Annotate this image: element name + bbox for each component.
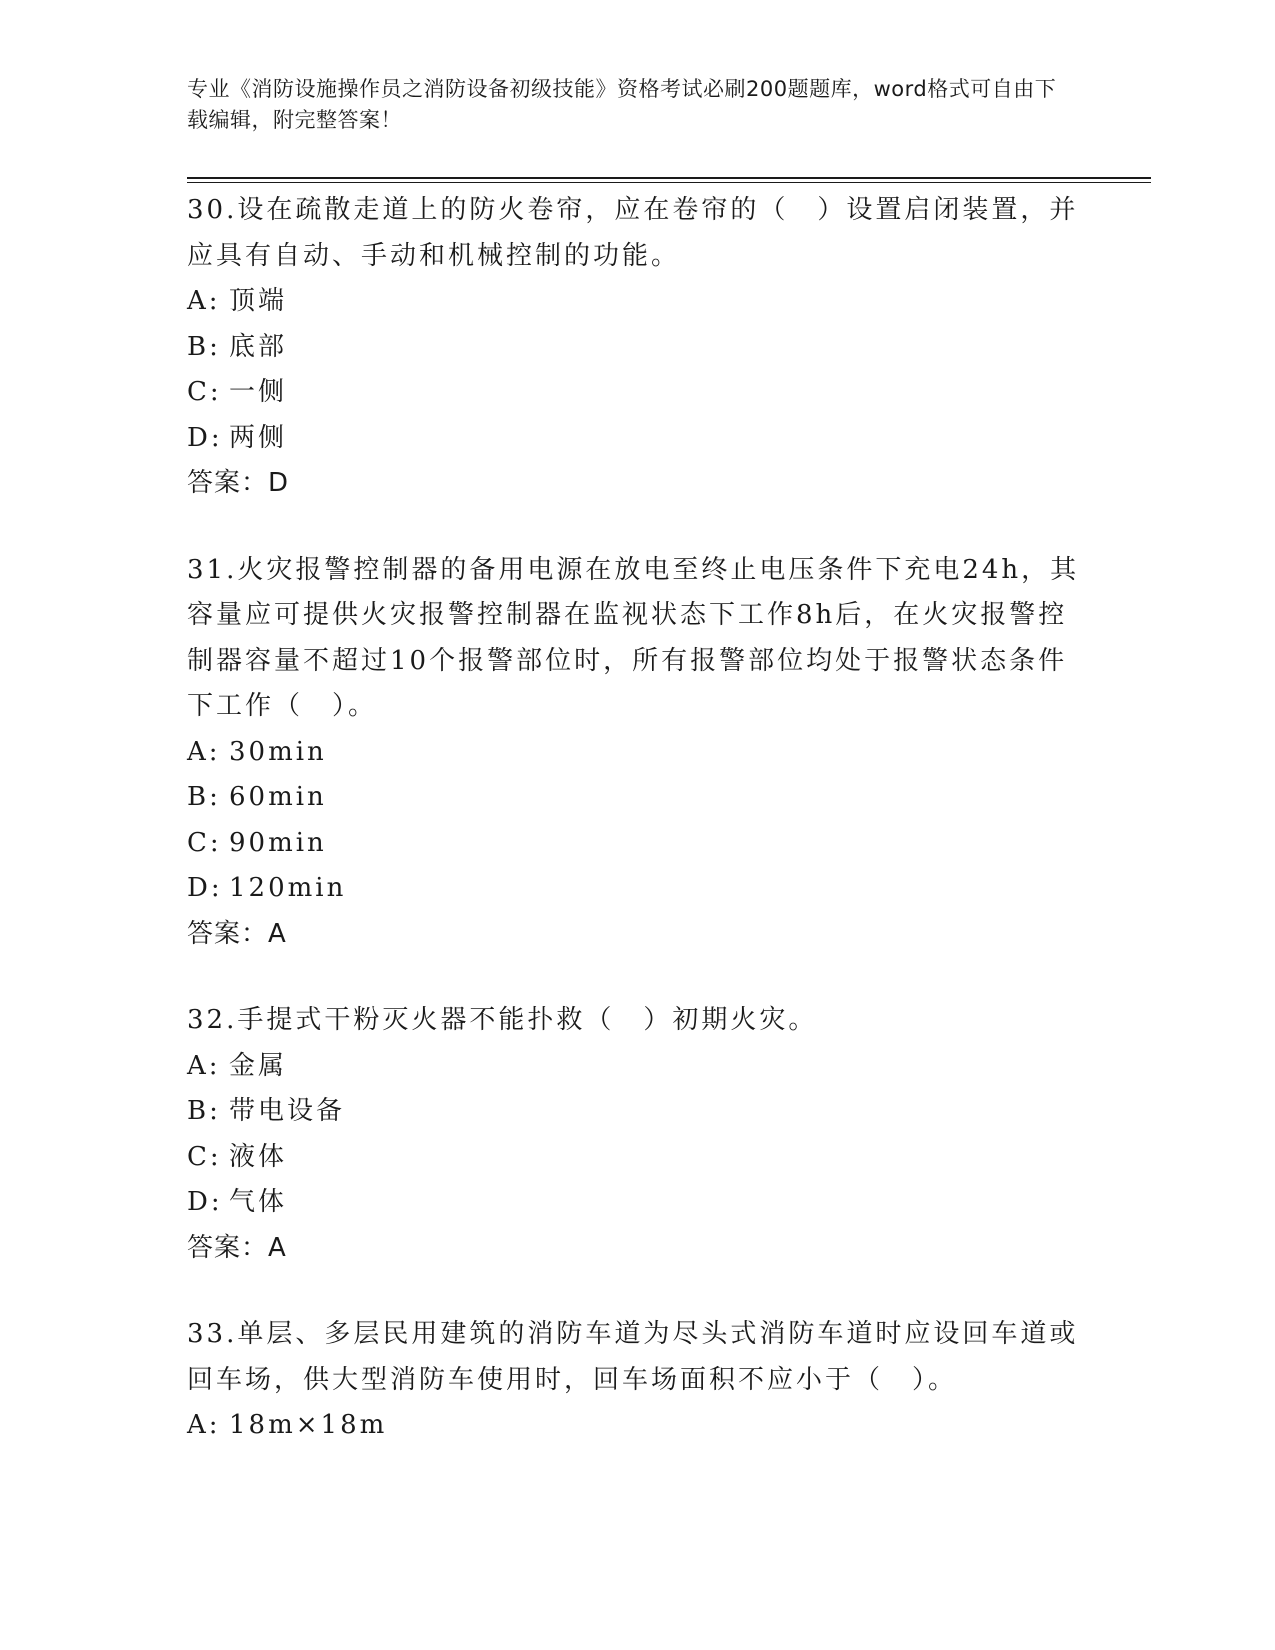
- question-31: [187, 548, 1087, 958]
- question-list: [187, 188, 1087, 1490]
- option-letter: C:: [187, 377, 222, 407]
- option-text: 顶端: [229, 286, 288, 316]
- option-text: 一侧: [229, 377, 288, 407]
- option-text: 两侧: [229, 422, 288, 453]
- option-letter: B:: [187, 331, 221, 362]
- option-b: [187, 325, 1087, 371]
- option-text: 30min: [229, 736, 327, 767]
- option-c: [187, 821, 1087, 867]
- option-text: 金属: [229, 1050, 288, 1081]
- option-text: 带电设备: [229, 1096, 346, 1126]
- document-header: 专业《消防设施操作员之消防设备初级技能》资格考试必刷200题题库，word格式可自由下载编辑，附完整答案！: [187, 77, 1057, 132]
- option-letter: C:: [187, 827, 222, 858]
- option-text: 18m×18m: [229, 1410, 388, 1440]
- option-d: [187, 416, 1087, 462]
- answer-line: 答案：D: [187, 468, 290, 498]
- option-letter: B:: [187, 782, 221, 812]
- option-c: [187, 370, 1087, 416]
- option-b: [187, 1089, 1087, 1135]
- answer-line: 答案：A: [187, 918, 287, 949]
- option-a: [187, 1044, 1087, 1090]
- option-text: 120min: [229, 873, 347, 903]
- option-text: 90min: [229, 827, 327, 858]
- option-a: [187, 1403, 1087, 1449]
- question-32: [187, 998, 1087, 1271]
- option-letter: A:: [187, 1050, 221, 1081]
- option-letter: A:: [187, 286, 221, 316]
- header-divider-thick: [187, 177, 1151, 179]
- question-33: [187, 1312, 1087, 1449]
- option-letter: A:: [187, 736, 221, 767]
- option-letter: D:: [187, 422, 223, 453]
- option-letter: C:: [187, 1141, 222, 1172]
- option-text: 底部: [229, 331, 288, 362]
- option-letter: D:: [187, 1187, 223, 1217]
- option-letter: B:: [187, 1096, 221, 1126]
- question-stem: 30.设在疏散走道上的防火卷帘，应在卷帘的（ ）设置启闭装置，并应具有自动、手动和机械控制的功能。: [187, 195, 1079, 271]
- option-b: [187, 775, 1087, 821]
- option-d: [187, 1180, 1087, 1226]
- option-d: [187, 866, 1087, 912]
- option-text: 60min: [229, 782, 327, 812]
- option-text: 气体: [229, 1187, 288, 1217]
- option-c: [187, 1135, 1087, 1181]
- question-30: [187, 188, 1087, 507]
- question-stem: 31.火灾报警控制器的备用电源在放电至终止电压条件下充电24h，其容量应可提供火灾报警控制器在监视状态下工作8h后，在火灾报警控制器容量不超过10个报警部位时，所有报警部位均处于报警状态条件下工作（ ）。: [187, 554, 1080, 721]
- question-stem: 33.单层、多层民用建筑的消防车道为尽头式消防车道时应设回车道或回车场，供大型消防车使用时，回车场面积不应小于（ ）。: [187, 1319, 1079, 1395]
- header-divider-thin: [187, 182, 1151, 183]
- option-a: [187, 730, 1087, 776]
- option-a: [187, 279, 1087, 325]
- option-text: 液体: [229, 1141, 288, 1172]
- question-stem: 32.手提式干粉灭火器不能扑救（ ）初期火灾。: [187, 1005, 818, 1035]
- option-letter: D:: [187, 873, 223, 903]
- option-letter: A:: [187, 1410, 221, 1440]
- answer-line: 答案：A: [187, 1232, 287, 1263]
